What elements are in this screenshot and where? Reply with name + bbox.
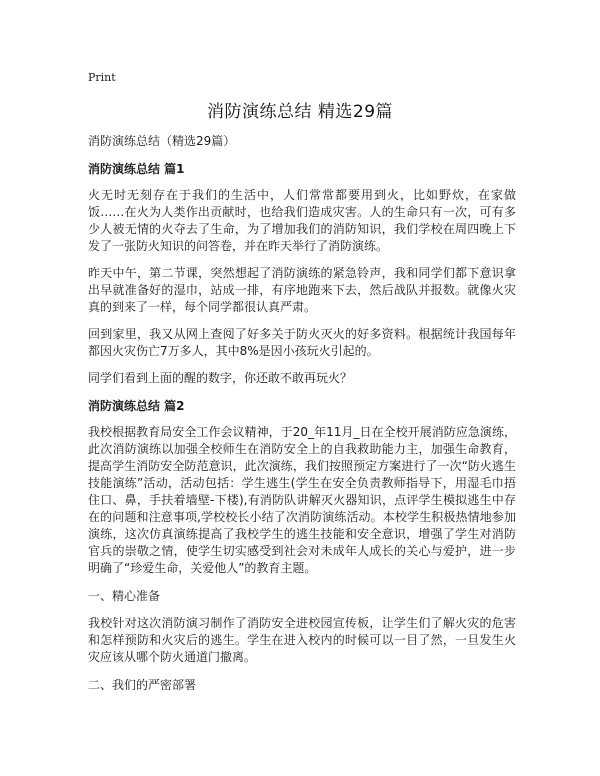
part-2-label: 二、我们的严密部署 <box>88 678 197 692</box>
section-2-paragraph: 我校根据教育局安全工作会议精神，于20_年11月_日在全校开展消防应急演练，此次消防演练以加强全校师生在消防安全上的自我救助能力主，加强生命教育，提高学生消防安全防范意识，此次演练，我们按照预定方案进行了一次“防火逃生技能演练”活动，活动包括：学生逃生(学生在安全负责教师指导下，用湿毛巾捂住口、鼻，手扶着墙壁-下楼),有消防队讲解灭火器知识，点评学生模拟逃生中存在的问题和注意事项,学校校长小结了次消防演练活动。本校学生积极热情地参加演练，这次仿真演练提高了我校学生的逃生技能和安全意识，增强了学生对消防官兵的崇敬之情，使学生切实感受到社会对未成年人成长的关心与爱护，进一步明确了“珍爱生命，关爱他人”的教育主题。 <box>88 425 516 575</box>
print-label[interactable]: Print <box>88 71 116 84</box>
part-1-label: 一、精心准备 <box>88 589 161 603</box>
section-1-paragraph: 回到家里，我又从网上查阅了好多关于防火灭火的好多资料。根据统计我国每年都因火灾伤亡7万多人，其中8%是因小孩玩火引起的。 <box>88 327 516 358</box>
part-1-paragraph: 我校针对这次消防演习制作了消防安全进校园宣传板，让学生们了解火灾的危害和怎样预防和火灾后的逃生。学生在进入校内的时候可以一目了然，一旦发生火灾应该从哪个防火通道门撤离。 <box>88 616 516 664</box>
document-subtitle: 消防演练总结（精选29篇） <box>88 134 236 148</box>
section-2-heading: 消防演练总结 篇2 <box>88 399 185 413</box>
document-body <box>88 132 516 704</box>
section-1-paragraph: 昨天中午，第二节课，突然想起了消防演练的紧急铃声，我和同学们都下意识拿出早就准备好的湿巾，站成一排，有序地跑来下去，然后战队并报数。就像火灾真的到来了一样，每个同学都很认真严肃。 <box>88 266 516 314</box>
section-1-paragraph: 同学们看到上面的醒的数字，你还敢不敢再玩火？ <box>88 371 353 385</box>
page-title: 消防演练总结 精选29篇 <box>206 102 394 122</box>
section-1-paragraph: 火无时无刻存在于我们的生活中，人们常常都要用到火，比如野炊，在家做饭……在火为人类作出贡献时，也给我们造成灾害。人的生命只有一次，可有多少人被无情的火夺去了生命，为了增加我们的消防知识，我们学校在周四晚上下发了一张防火知识的问答卷，并在昨天举行了消防演练。 <box>88 188 516 253</box>
section-1-heading: 消防演练总结 篇1 <box>88 162 185 176</box>
